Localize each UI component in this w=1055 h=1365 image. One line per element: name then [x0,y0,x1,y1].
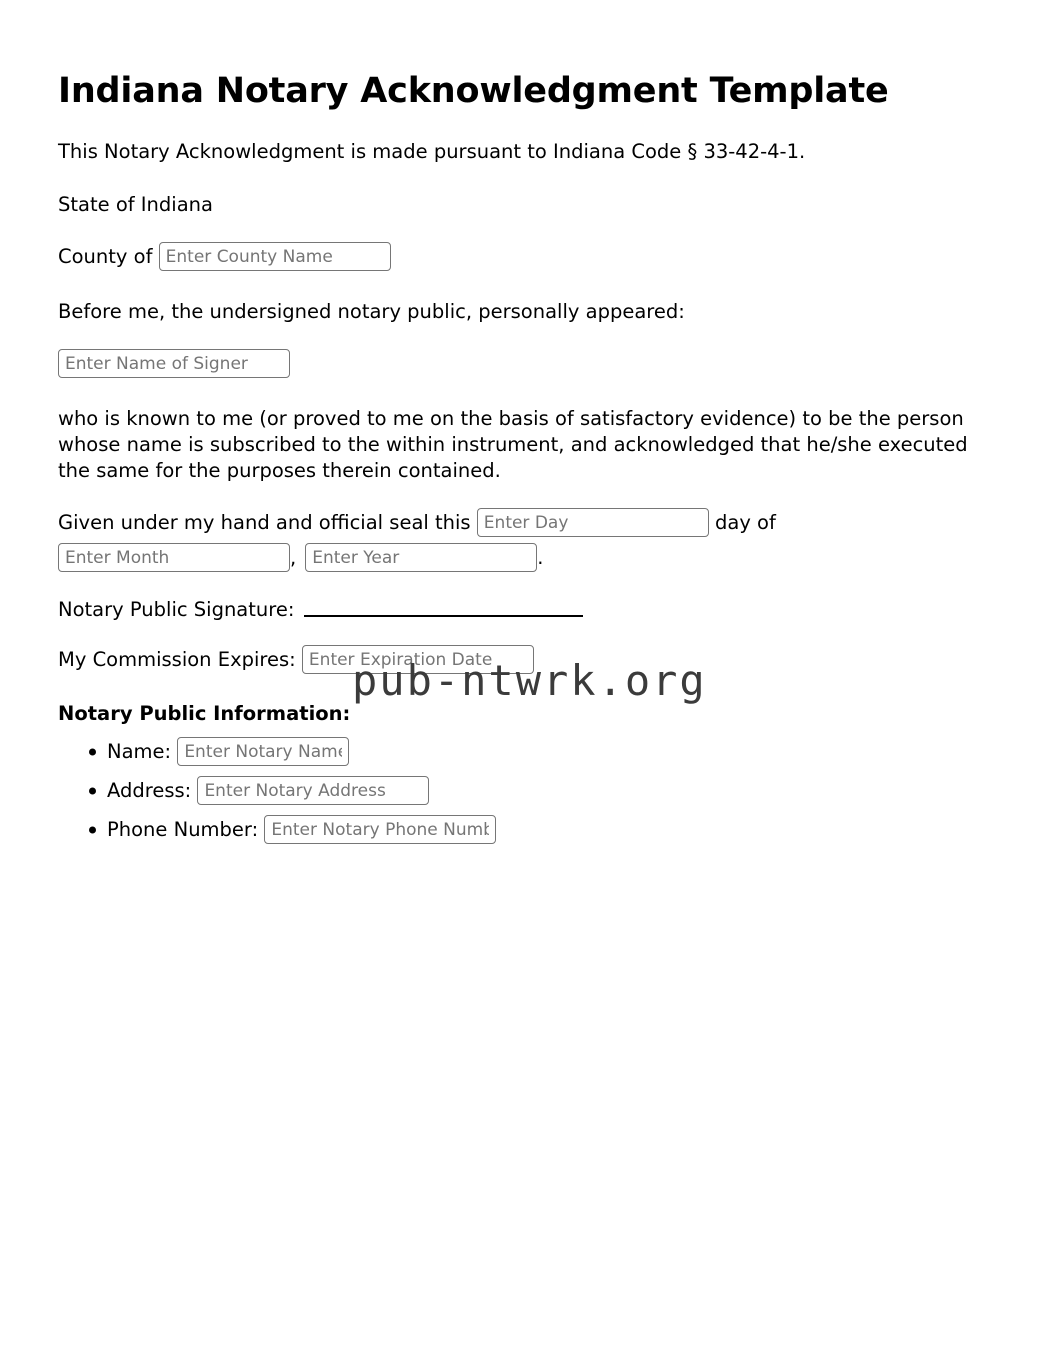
appeared-line: Before me, the undersigned notary public, personally appeared: [58,300,685,324]
comma-separator: , [290,545,297,569]
page-title: Indiana Notary Acknowledgment Template [58,71,889,111]
list-item-notary-address [58,776,997,805]
expiration-date-input[interactable] [302,645,534,674]
notary-info-list [58,737,997,844]
signature-line[interactable] [304,613,583,617]
notary-phone-input[interactable] [264,815,496,844]
given-date-row-2 [58,543,997,572]
notary-address-label: Address: [107,778,198,802]
notary-info-heading: Notary Public Information: [58,702,351,726]
given-date-row-1 [58,508,997,537]
notary-phone-label: Phone Number: [107,817,265,841]
given-prefix-label: Given under my hand and official seal this [58,510,477,534]
notary-address-input[interactable] [197,776,429,805]
site-watermark: pub-ntwrk.org [352,656,707,705]
bullet-icon [89,748,96,755]
county-input[interactable] [159,242,391,271]
year-input[interactable] [305,543,537,572]
bullet-icon [89,787,96,794]
signer-row [58,349,997,378]
body-paragraph: who is known to me (or proved to me on the basis of satisfactory evidence) to be the person whose name is subscribed to the within instrument, and acknowledged that he/she executed the same for the purposes therein contained. [58,407,968,483]
notary-name-input[interactable] [177,737,349,766]
list-item-notary-name [58,737,997,766]
list-item-notary-phone [58,815,997,844]
county-row [58,242,997,271]
month-input[interactable] [58,543,290,572]
commission-row [58,645,997,674]
notary-name-label: Name: [107,739,178,763]
signature-row [58,598,997,621]
day-input[interactable] [477,508,709,537]
state-line: State of Indiana [58,193,213,217]
signer-name-input[interactable] [58,349,290,378]
day-of-label: day of [708,510,776,534]
period-separator: . [537,545,544,569]
intro-paragraph: This Notary Acknowledgment is made pursuant to Indiana Code § 33-42-4-1. [58,139,806,163]
county-label: County of [58,244,159,268]
bullet-icon [89,826,96,833]
signature-label: Notary Public Signature: [58,598,295,622]
commission-label: My Commission Expires: [58,647,302,671]
